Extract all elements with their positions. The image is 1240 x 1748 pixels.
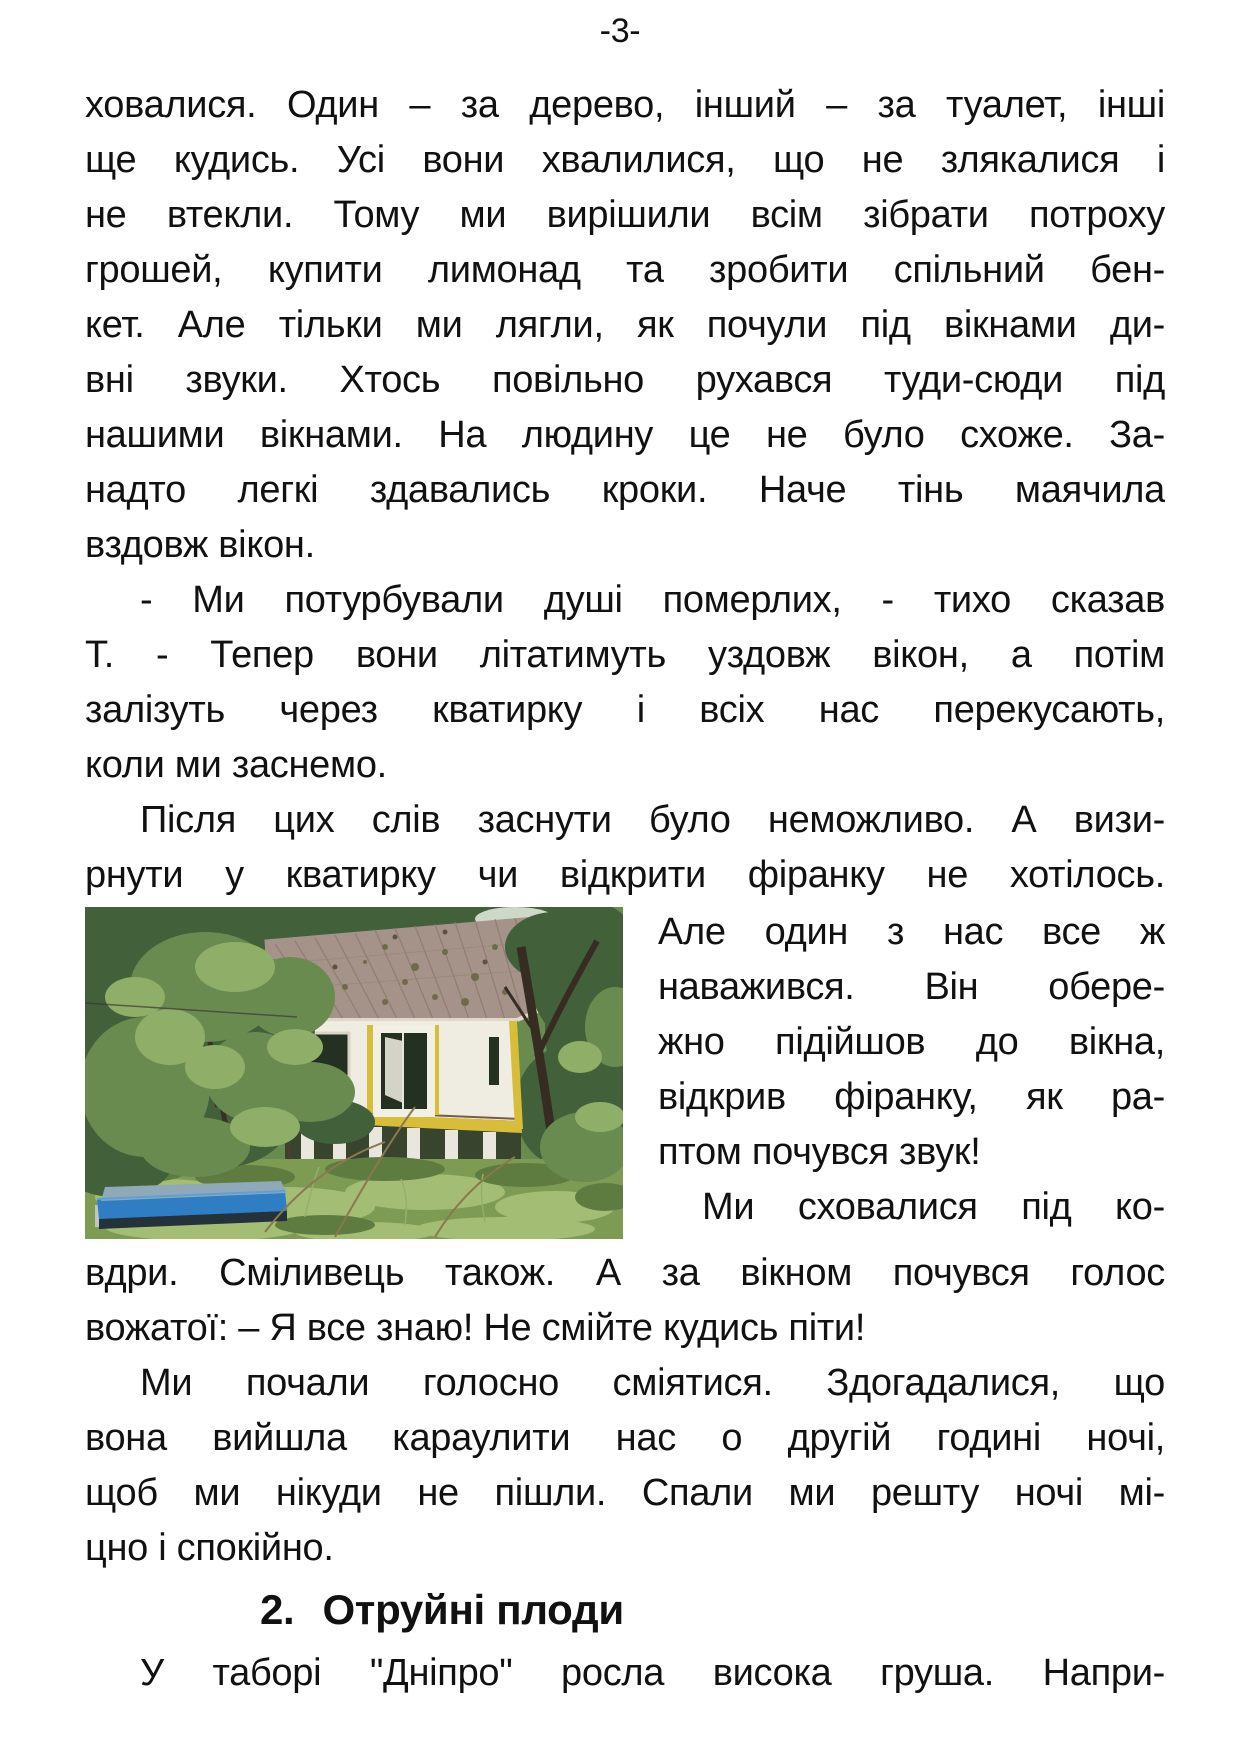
text-line: птом почувся звук! (658, 1131, 981, 1173)
house-photo-illustration (85, 907, 623, 1239)
text-line: жно підійшов до вікна, (658, 1021, 1165, 1063)
text-line: вона вийшла караулити нас о другій годині ночі, (85, 1417, 1165, 1459)
text-line: вдри. Сміливець також. А за вікном почувся голос (85, 1252, 1165, 1294)
page-number: -3- (599, 12, 641, 50)
section-title: Отруйні плоди (322, 1586, 624, 1633)
section-heading (85, 1582, 1165, 1638)
text-line: Але один з нас все ж (658, 911, 1165, 953)
text-line: вздовж вікон. (85, 524, 315, 566)
text-line: відкрив фіранку, як ра- (658, 1076, 1165, 1118)
page-content (0, 78, 1240, 1701)
house-photo (85, 907, 623, 1239)
text-line: кет. Але тільки ми лягли, як почули під вікнами ди- (85, 304, 1165, 346)
text-line: грошей, купити лимонад та зробити спільний бен- (85, 249, 1165, 291)
text-line: наважився. Він обере- (658, 966, 1165, 1008)
image-row (85, 905, 1165, 1237)
text-line: вні звуки. Хтось повільно рухався туди-сюди під (85, 359, 1165, 401)
section-number: 2. (260, 1586, 295, 1633)
text-line: У таборі "Дніпро" росла висока груша. Напри- (140, 1652, 1165, 1694)
text-line: Після цих слів заснути було неможливо. А визи- (140, 799, 1165, 841)
text-line: Т. - Тепер вони літатимуть уздовж вікон, а потім (85, 634, 1165, 676)
text-line: ховалися. Один – за дерево, інший – за туалет, інші (85, 84, 1165, 126)
text-line: надто легкі здавались кроки. Наче тінь маячила (85, 469, 1165, 511)
text-line: рнути у кватирку чи відкрити фіранку не хотілось. (85, 854, 1165, 896)
text-line: Ми почали голосно сміятися. Здогадалися, що (140, 1362, 1165, 1404)
text-line: вожатої: – Я все знаю! Не смійте кудись піти! (85, 1307, 866, 1349)
bench (95, 1181, 287, 1229)
text-line: ще кудись. Усі вони хвалилися, що не злякалися і (85, 139, 1165, 181)
text-line: цно і спокійно. (85, 1527, 334, 1569)
text-line: залізуть через кватирку і всіх нас перекусають, (85, 689, 1165, 731)
text-line: нашими вікнами. На людину це не було схоже. За- (85, 414, 1165, 456)
text-line: не втекли. Тому ми вирішили всім зібрати потроху (85, 194, 1165, 236)
text-line: коли ми заснемо. (85, 744, 387, 786)
text-line: щоб ми нікуди не пішли. Спали ми решту ночі мі- (85, 1472, 1165, 1514)
text-line: - Ми потурбували душі померлих, - тихо сказав (140, 579, 1165, 621)
text-line: Ми сховалися під ко- (702, 1186, 1165, 1228)
wrapped-text-column (658, 905, 1165, 1235)
